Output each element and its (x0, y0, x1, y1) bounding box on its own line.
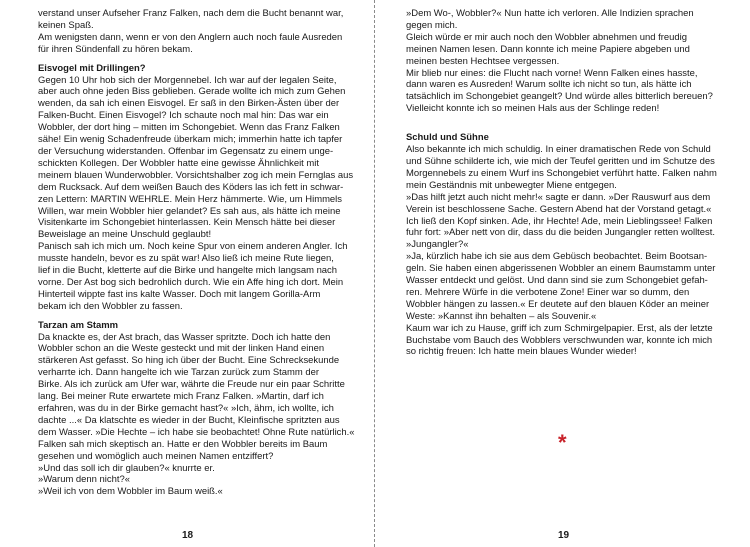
text-line: Wobbler schon an die Weste gesteckt und mit der linken Hand einen (38, 343, 325, 355)
right-page (406, 8, 730, 528)
text-line: Beweislage an meine Unschuld geglaubt! (38, 229, 212, 241)
text-line: Am wenigsten dann, wenn er von den Anglern auch noch faule Ausreden (38, 31, 343, 43)
text-line: meinen besten Hechtsee vergessen. (406, 55, 560, 67)
section-heading: Eisvogel mit Drillingen? (38, 62, 146, 74)
text-line: »Ja, kürzlich habe ich sie aus dem Gebüsch beobachtet. Beim Bootsan- (406, 251, 708, 263)
text-line: gesehen und womöglich auch meinen Namen entziffert? (38, 450, 274, 462)
text-line: Also bekannte ich mich schuldig. In einer dramatischen Rede von Schuld (406, 144, 711, 156)
page-number-right: 19 (558, 530, 570, 541)
text-line: Buchstabe vom Bauch des Wobblers verschwunden war, konnte ich mich (406, 334, 713, 346)
text-line: Wasser entdeckt und gelöst. Und dann sind sie zum Schongebiet gefah- (406, 275, 708, 287)
text-line: Weste: »Kannst ihn behalten – als Souvenir.« (406, 310, 597, 322)
text-line: Visitenkarte im Schongebiet hinterlassen. Kein Mensch hätte bei dieser (38, 217, 336, 229)
text-line: lief in die Bucht, kletterte auf die Birke und hangelte mich langsam nach (38, 265, 338, 277)
text-line: Willen, war mein Wobbler hier gelandet? Es sah aus, als hätte ich meine (38, 205, 341, 217)
asterisk-ornament-icon: * (558, 430, 567, 455)
text-line: fuhr fort: »Aber nett von dir, dass du die beiden Jungangler retten wolltest. (406, 227, 716, 239)
text-line: Ich ließ den Kopf sinken. Ade, ihr Hechte! Ade, mein Lieblingssee! Falken (406, 215, 713, 227)
text-line: »Warum denn nicht?« (38, 474, 130, 486)
right-intro (406, 8, 730, 115)
text-line: tatsächlich im Schongebiet geangelt? Und würde alles bitterlich bereuen? (406, 91, 713, 103)
text-line: geln. Sie haben einen abgerissenen Wobbler an einem Baumstamm unter (406, 263, 716, 275)
text-line: lang. Bei meiner Rute erwartete mich Franz Falken. »Martin, darf ich (38, 391, 324, 403)
text-line: so richtig freuen: Ich hatte mein blaues Wunder wieder! (406, 346, 637, 358)
page-number-left: 18 (182, 530, 194, 541)
text-line: ren. Mehrere Würfe in die verbotene Zone! Einer war so dumm, den (406, 286, 690, 298)
text-line: bekam ich den Wobbler zu fassen. (38, 300, 183, 312)
text-line: meinen Namen lesen. Dann konnte ich meine Papiere abgeben und (406, 43, 690, 55)
text-line: »Weil ich von dem Wobbler im Baum weiß.« (38, 486, 223, 498)
text-line: Mir blieb nur eines: die Flucht nach vorne! Wenn Falken eines hasste, (406, 67, 698, 79)
text-line: Vielleicht konnte ich so meinen Hals aus der Schlinge reden! (406, 103, 660, 115)
text-line: »Jungangler?« (406, 239, 469, 251)
page-gutter-divider (374, 0, 375, 547)
section-body (38, 75, 354, 313)
text-line: Panisch sah ich mich um. Noch keine Spur von einem anderen Angler. Ich (38, 241, 348, 253)
section-body (38, 332, 354, 499)
paragraph-gap (406, 115, 730, 125)
text-line: und Sühne schilderte ich, wie mich der Teufel geritten und im Schutze des (406, 155, 715, 167)
section-body (406, 144, 730, 358)
text-line: mein Geständnis mit unbewegter Miene entgegen. (406, 179, 617, 191)
text-line: verstand unser Aufseher Franz Falken, nach dem die Bucht benannt war, (38, 8, 344, 19)
text-line: Wobbler hängen zu lassen.« Er deutete auf den blauen Köder an meiner (406, 298, 710, 310)
text-line: dachte ...« Da klatschte es wieder in der Bucht, Kleinfische spritzten aus (38, 414, 340, 426)
text-line: für ihren Sündenfall zu hören bekam. (38, 43, 193, 55)
text-line: wenden, da sah ich einen Eisvogel. Er saß in den Birken-Ästen über der (38, 98, 340, 110)
text-line: Gegen 10 Uhr hob sich der Morgennebel. Ich war auf der legalen Seite, (38, 74, 337, 86)
section-heading: Tarzan am Stamm (38, 319, 119, 331)
text-line: Da knackte es, der Ast brach, das Wasser spritzte. Doch ich hatte den (38, 331, 331, 343)
left-intro (38, 8, 354, 56)
text-line: dann waren es Ausreden! Warum sollte ich nicht so tun, als hätte ich (406, 79, 692, 91)
text-line: gegen mich. (406, 19, 458, 31)
text-line: Gleich würde er mir auch noch den Wobbler abnehmen und freudig (406, 31, 688, 43)
text-line: dem Rucksack. Auf dem weißen Bauch des Köders las ich fett in schwar- (38, 181, 344, 193)
text-line: »Dem Wo-, Wobbler?« Nun hatte ich verloren. Alle Indizien sprachen (406, 8, 694, 19)
text-line: der Versuchung widerstanden. Offenbar im Gegensatz zu einem unge- (38, 145, 334, 157)
text-line: Morgennebels zu einem Wurf ins Schongebiet verführt hatte. Falken nahm (406, 167, 717, 179)
left-page (38, 8, 354, 528)
text-line: stärkeren Ast gefasst. So hing ich über der Bucht. Eine Schrecksekunde (38, 355, 340, 367)
text-line: Falken sah mich skeptisch an. Hatte er den Wobbler bereits im Baum (38, 438, 328, 450)
text-line: verharrte ich. Dann hangelte ich wie Tarzan zurück zum Stamm der (38, 367, 319, 379)
text-line: meinem blauen Wunderwobbler. Vorsichtshalber zog ich mein Fernglas aus (38, 169, 354, 181)
text-line: dem Wasser. »Die Hechte – ich habe sie beobachtet! Ohne Rute natürlich.« (38, 426, 355, 438)
text-line: schickten Kollegen. Der Wobbler hatte eine gewisse Ähnlichkeit mit (38, 157, 319, 169)
text-line: Hinterteil wippte fast ins kalte Wasser. Doch mit langem Gorilla-Arm (38, 288, 321, 300)
text-line: aber auch ohne jeden Biss geblieben. Gerade wollte ich mich zum Gehen (38, 86, 346, 98)
text-line: Wobbler, der dort hing – mitten im Schongebiet. Wenn das Franz Falken (38, 122, 340, 134)
text-line: sähe! Ein wenig Schadenfreude überkam mich; immerhin hatte ich tapfer (38, 134, 343, 146)
text-line: Birke. Als ich zurück am Ufer war, währte die Freude nur ein paar Schritte (38, 379, 345, 391)
text-line: erfahren, was du in der Birke gemacht hast?« »Ich, ähm, ich wollte, ich (38, 403, 334, 414)
text-line: musste handeln, bevor es zu spät war! Also ließ ich meine Rute liegen, (38, 253, 334, 265)
text-line: »Das hilft jetzt auch nicht mehr!« sagte er dann. »Der Rauswurf aus dem (406, 191, 711, 203)
text-line: Falken-Bucht. Einen Eisvogel? Ich schaute noch mal hin: Das war ein (38, 110, 329, 122)
text-line: Verein ist beschlossene Sache. Gestern Abend hat der Vorstand getagt.« (406, 203, 712, 215)
text-line: »Und das soll ich dir glauben?« knurrte er. (38, 462, 215, 474)
section-heading: Schuld und Sühne (406, 132, 489, 144)
text-line: keinen Spaß. (38, 19, 94, 31)
text-line: zen Lettern: MARTIN WEHRLE. Mein Herz hämmerte. Wie, um Himmels (38, 193, 342, 205)
text-line: vorne. Der Ast bog sich bedrohlich durch. Wie ein Affe hing ich dort. Mein (38, 276, 344, 288)
text-line: Kaum war ich zu Hause, griff ich zum Schmirgelpapier. Erst, als der letzte (406, 322, 713, 334)
